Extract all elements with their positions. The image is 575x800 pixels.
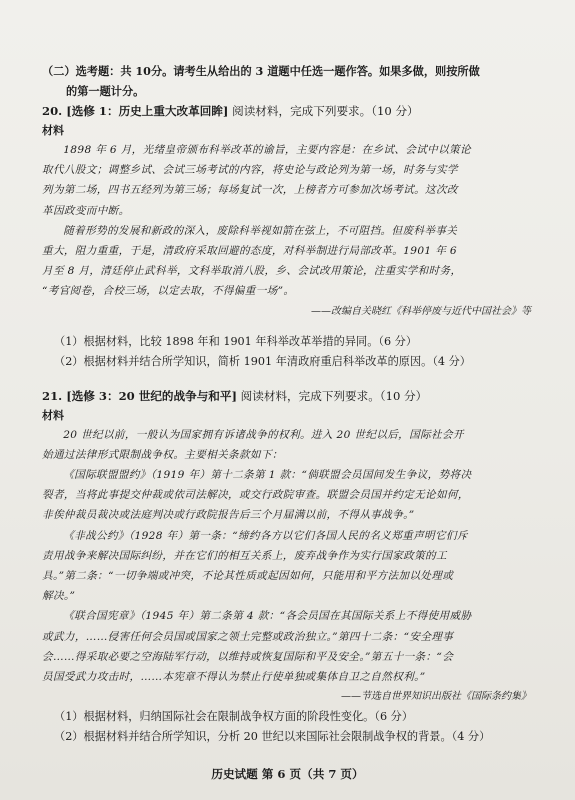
- q21-material-paragraph-1: 20 世纪以前，一般认为国家拥有诉诸战争的权利。进入 20 世纪以后，国际社会开 始通过法律形式限制战争权。主要相关条款如下：: [42, 428, 464, 461]
- section-header: （二）选考题：共 10分。请考生从给出的 3 道题中任选一题作答。如果多做，则按所做 的第一题计分。: [42, 64, 480, 98]
- q20-number-title: 20. [选修 1：历史上重大改革回眸]: [42, 104, 229, 118]
- q21-material-label: 材料: [42, 408, 64, 422]
- q20-material-paragraph-1: 1898 年 6 月，光绪皇帝颁布科举改革的谕旨，主要内容是：在乡试、会试中以策论 取代八股文；调整乡试、会试三场考试的内容，将史论与政论列为第一场，时务与实学 列为第二场，四书五经列为第三场；每场复试一次，上榜者方可参加次场考试。这次改 革因政变而中断。: [42, 144, 471, 217]
- q21-title: [42, 386, 537, 406]
- q21-source: ——节选自世界知识出版社《国际条约集》: [341, 691, 531, 703]
- q21-number-title: 21. [选修 3：20 世纪的战争与和平]: [42, 388, 237, 403]
- q20-subquestion-1: （1）根据材料，比较 1898 年和 1901 年科举改革举措的异同。（6 分）: [54, 334, 418, 348]
- q21-material-paragraph-2: 《国际联盟盟约》（1919 年）第十二条第 1 款：“倘联盟会员国间发生争议，势将决 裂者，当将此事提交仲裁或依司法解决，或交行政院审查。联盟会员国并约定无论如何， 非俟仲裁员裁决或法庭判决或行政院报告后三个月届满以前，不得从事战争。”: [42, 469, 472, 522]
- q21-material-paragraph-3: 《非战公约》（1928 年）第一条：“缔约各方以它们各国人民的名义郑重声明它们斥 责用战争来解决国际纠纷，并在它们的相互关系上，废弃战争作为实行国家政策的工 具。”第二条：“一切争端或冲突，不论其性质或起因如何，只能用和平方法加以处理或 解决。”: [42, 529, 468, 603]
- q20-subquestion-2: （2）根据材料并结合所学知识，简析 1901 年清政府重启科举改革的原因。（4 分）: [54, 354, 471, 368]
- q20-material-label: 材料: [42, 124, 64, 137]
- q21-instruction: 阅读材料，完成下列要求。（10 分）: [240, 388, 428, 403]
- q21-material-paragraph-4: 《联合国宪章》（1945 年）第二条第 4 款：“各会员国在其国际关系上不得使用威胁 或武力，……侵害任何会员国或国家之领土完整或政治独立。”第四十二条：“安全理事 会……得采取必要之空海陆军行动，以维持或恢复国际和平及安全。”第五十一条：“会 员国受武力攻击时，……本宪章不得认为禁止行使单独或集体自卫之自然权利。”: [42, 610, 472, 684]
- q21-subquestion-1: （1）根据材料，归纳国际社会在限制战争权方面的阶段性变化。（6 分）: [54, 710, 414, 724]
- q20-material-paragraph-2: 随着形势的发展和新政的深入，废除科举视如箭在弦上，不可阻挡。但废科举事关 重大，阻力重重，于是，清政府采取回避的态度，对科举制进行局部改革。1901 年 6 月至 8 月，清廷停止武科举，文科举取消八股，乡、会试改用策论，注重实学和时务， “考官阅卷，合校三场，以定去取，不得偏重一场”。: [42, 224, 462, 298]
- q20-title: [42, 101, 537, 121]
- q20-instruction: 阅读材料，完成下列要求。（10 分）: [232, 104, 419, 118]
- page-footer: 历史试题 第 6 页（共 7 页）: [211, 767, 364, 781]
- q21-subquestion-2: （2）根据材料并结合所学知识，分析 20 世纪以来国际社会限制战争权的背景。（4 分）: [54, 730, 491, 744]
- q20-source: ——改编自关晓红《科举停废与近代中国社会》等: [311, 305, 531, 317]
